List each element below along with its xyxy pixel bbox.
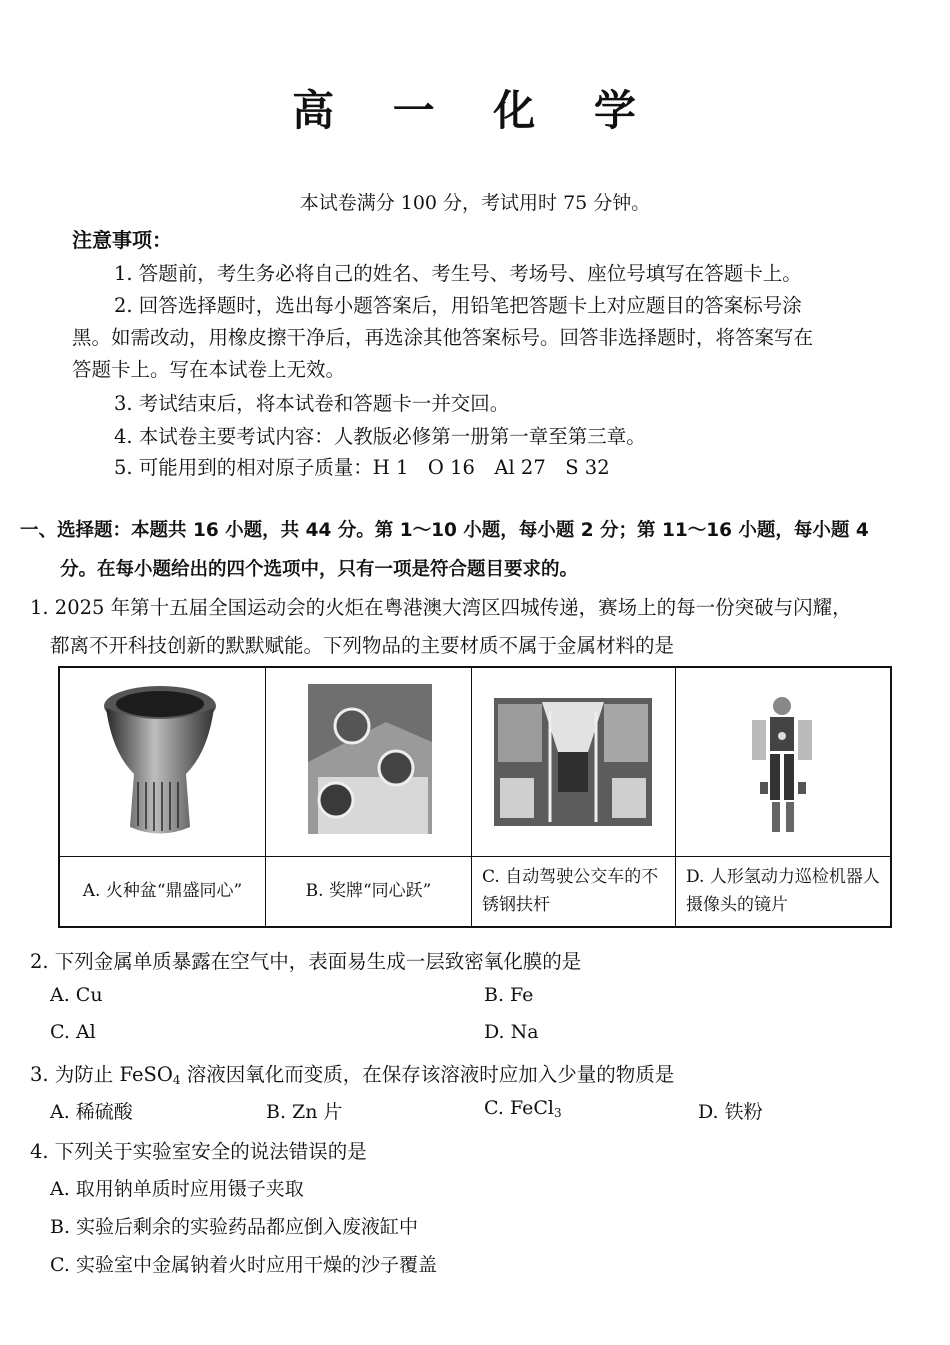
notice-line-1: 1. 答题前，考生务必将自己的姓名、考生号、考场号、座位号填写在答题卡上。 [114,262,802,285]
notice-line-6: 4. 本试卷主要考试内容：人教版必修第一册第一章至第三章。 [114,425,646,448]
option-a-caption: A. 火种盆“鼎盛同心” [60,856,265,926]
question-3-option-d: D. 铁粉 [698,1101,763,1123]
notice-line-3: 黑。如需改动，用橡皮擦干净后，再选涂其他答案标号。回答非选择题时，将答案写在 [72,326,814,349]
question-3-stem-post: 溶液因氧化而变质，在保存该溶液时应加入少量的物质是 [180,1063,675,1086]
notice-line-4: 答题卡上。写在本试卷上无效。 [72,358,346,381]
robot-image [676,682,890,842]
page-title: 高 一 化 学 [292,86,658,135]
question-3-option-c-sub: 3 [553,1106,562,1120]
question-3-option-c [484,1097,562,1120]
question-2-option-b: B. Fe [484,984,534,1006]
section-heading-line-2: 分。在每小题给出的四个选项中，只有一项是符合题目要求的。 [60,559,579,580]
question-4-option-c: C. 实验室中金属钠着火时应用干燥的沙子覆盖 [50,1254,437,1276]
question-4-option-b: B. 实验后剩余的实验药品都应倒入废液缸中 [50,1216,419,1238]
question-3-option-c-pre: C. FeCl [484,1097,554,1119]
question-2-option-a: A. Cu [50,984,103,1006]
question-3-option-b: B. Zn 片 [266,1101,343,1123]
question-2-option-c: C. Al [50,1021,96,1043]
notice-heading: 注意事项： [72,228,172,252]
notice-line-5: 3. 考试结束后，将本试卷和答题卡一并交回。 [114,392,510,415]
option-c-caption: C. 自动驾驶公交车的不锈钢扶杆 [472,856,675,926]
notice-line-2: 2. 回答选择题时，选出每小题答案后，用铅笔把答题卡上对应题目的答案标号涂 [114,294,802,317]
option-b-cell [266,668,472,926]
question-3-stem [30,1059,674,1087]
question-3-option-a: A. 稀硫酸 [50,1101,133,1123]
question-4-option-a: A. 取用钠单质时应用镊子夹取 [50,1178,304,1200]
question-4-stem: 4. 下列关于实验室安全的说法错误的是 [30,1140,367,1163]
section-heading-line-1: 一、选择题：本题共 16 小题，共 44 分。第 1～10 小题，每小题 2 分；第 11～16 小题，每小题 4 [20,520,869,541]
option-b-caption: B. 奖牌“同心跃” [266,856,471,926]
option-d-cell [676,668,890,926]
option-a-cell [60,668,266,926]
notice-line-7: 5. 可能用到的相对原子质量：H 1 O 16 Al 27 S 32 [114,456,610,479]
question-2-stem: 2. 下列金属单质暴露在空气中，表面易生成一层致密氧化膜的是 [30,950,582,973]
question-3-stem-sub: 4 [172,1073,181,1087]
question-3-stem-pre: 3. 为防止 FeSO [30,1063,173,1086]
bus-interior-image [472,682,675,842]
question-1-stem-line-2: 都离不开科技创新的默默赋能。下列物品的主要材质不属于金属材料的是 [50,634,675,657]
question-1-stem-line-1: 1. 2025 年第十五届全国运动会的火炬在粤港澳大湾区四城传递，赛场上的每一份突破与闪耀， [30,596,852,619]
option-c-cell [472,668,676,926]
exam-info: 本试卷满分 100 分，考试用时 75 分钟。 [299,192,651,214]
question-1-options-table [58,666,892,928]
question-2-option-d: D. Na [484,1021,539,1043]
medals-image [266,682,471,842]
torch-basin-image [60,682,265,842]
option-d-caption: D. 人形氢动力巡检机器人摄像头的镜片 [676,856,890,926]
